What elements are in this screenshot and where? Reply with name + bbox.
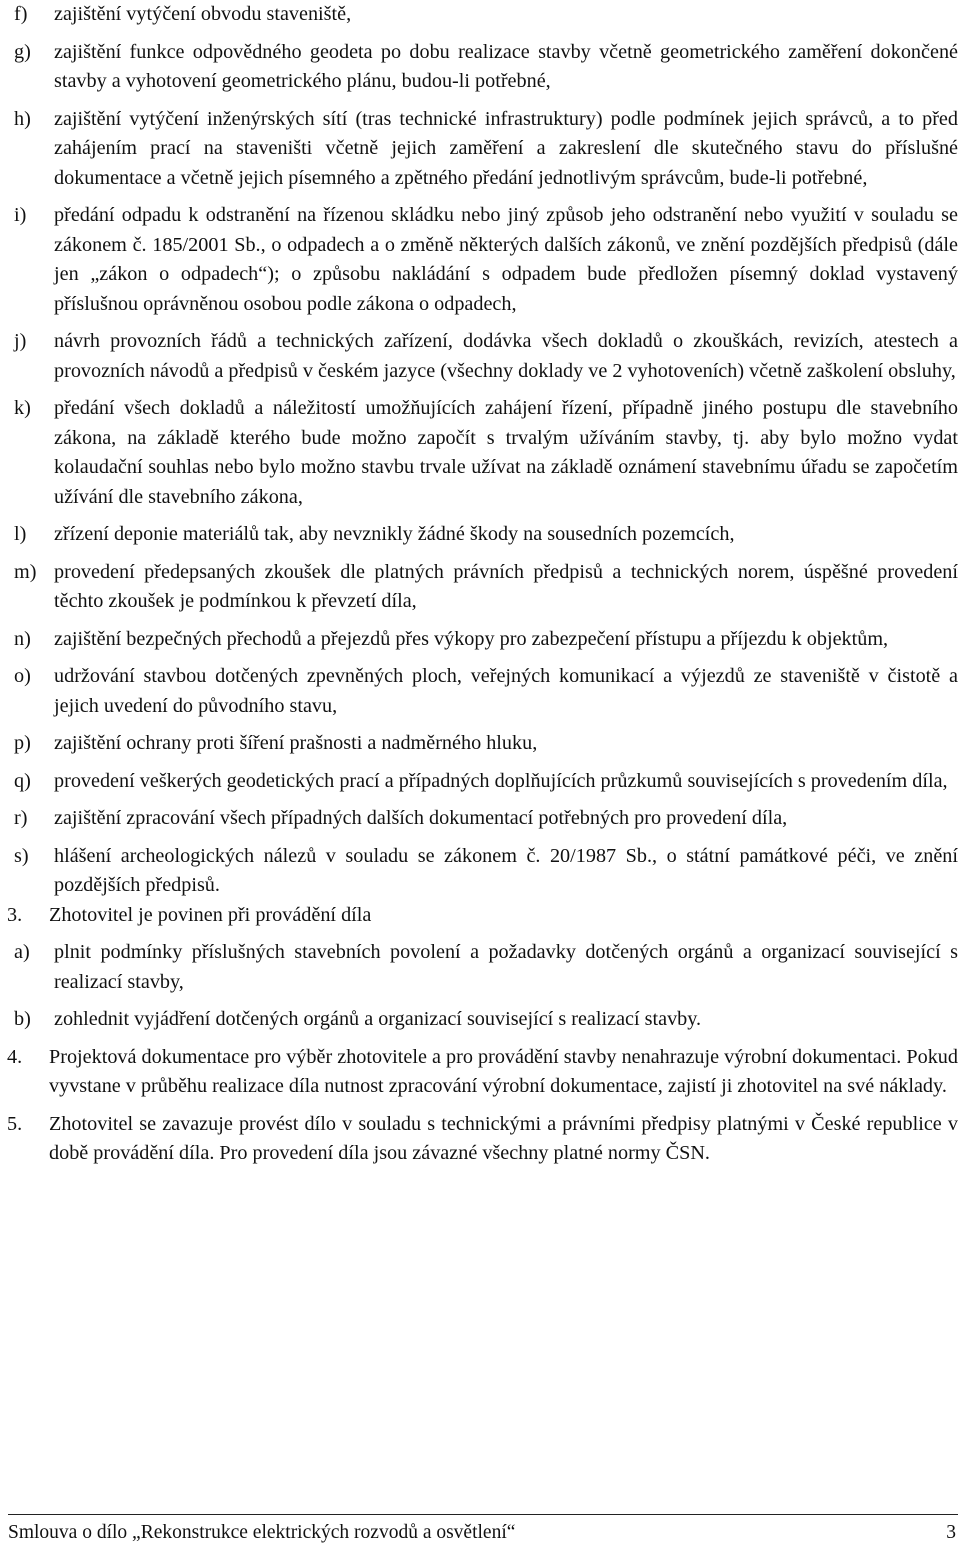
item-text: zajištění vytýčení inženýrských sítí (tras technické infrastruktury) podle podmínek jejich správců, a to před zahájením prací na staveništi včetně jejich zaměření a zakreslení dle skutečného stavu do příslušné dokumentace a včetně jejich písemného a zpětného předání jednotlivým správcům, bude-li potřebné, (54, 107, 958, 189)
item-text: zřízení deponie materiálů tak, aby nevznikly žádné škody na sousedních pozemcích, (54, 523, 735, 545)
item-text: zajištění ochrany proti šíření prašnosti a nadměrného hluku, (54, 732, 538, 754)
item-label: g) (14, 40, 31, 63)
item-text: předání odpadu k odstranění na řízenou skládku nebo jiný způsob jeho odstranění nebo využití v souladu se zákonem č. 185/2001 Sb., o odpadech a o změně některých dalších zákonů, ve znění pozdějších předpisů (dále jen „zákon o odpadech“); o způsobu nakládání s odpadem bude předložen písemný doklad vystavený příslušnou oprávněnou osobou podle zákona o odpadech, (54, 204, 958, 315)
list-item-h (0, 105, 958, 194)
list-item-m (0, 558, 958, 617)
list-item-o (0, 662, 958, 721)
footer-divider (8, 1514, 958, 1515)
item-text: provedení veškerých geodetických prací a případných doplňujících průzkumů souvisejících s provedením díla, (54, 769, 948, 792)
item-text: návrh provozních řádů a technických zařízení, dodávka všech dokladů o zkouškách, revizích, atestech a provozních návodů a předpisů v českém jazyce (všechny doklady ve 2 vyhotoveních) včetně zaškolení obsluhy, (54, 330, 958, 382)
item-label: m) (14, 560, 37, 583)
footer-title: Smlouva o dílo „Rekonstrukce elektrických rozvodů a osvětlení“ (8, 1522, 516, 1543)
section-5 (0, 1110, 958, 1169)
list-item-i (0, 201, 958, 319)
list-item-g (0, 38, 958, 97)
item-text: hlášení archeologických nálezů v souladu se zákonem č. 20/1987 Sb., o státní památkové péči, ve znění pozdějších předpisů. (54, 844, 958, 896)
item-label: n) (14, 627, 31, 650)
item-label: j) (14, 330, 27, 352)
item-label: k) (14, 397, 31, 419)
item-text: provedení předepsaných zkoušek dle platných právních předpisů a technických norem, úspěšné provedení těchto zkoušek je podmínkou k převzetí díla, (54, 560, 958, 612)
item-text: zajištění vytýčení obvodu staveniště, (54, 3, 352, 25)
section-number: 4. (7, 1045, 23, 1068)
item-label: a) (14, 941, 30, 963)
item-text: plnit podmínky příslušných stavebních povolení a požadavky dotčených orgánů a organizací související s realizací stavby, (54, 941, 958, 993)
item-label: o) (14, 665, 31, 687)
item-label: p) (14, 732, 31, 754)
list-item-r (0, 804, 958, 834)
list-item-p (0, 729, 958, 759)
section-text: Zhotovitel je povinen při provádění díla (49, 903, 372, 926)
item-text: zohlednit vyjádření dotčených orgánů a organizací související s realizací stavby. (54, 1008, 702, 1030)
list-item-n (0, 625, 958, 655)
item-text: zajištění bezpečných přechodů a přejezdů přes výkopy pro zabezpečení přístupu a příjezdu k objektům, (54, 627, 889, 650)
section-number: 3. (7, 903, 23, 926)
item-label: q) (14, 769, 31, 792)
list-item-l (0, 520, 958, 550)
item-text: udržování stavbou dotčených zpevněných ploch, veřejných komunikací a výjezdů ze staveniště v čistotě a jejich uvedení do původního stavu, (54, 665, 958, 717)
page-number: 3 (946, 1522, 956, 1543)
list-item-j (0, 327, 958, 386)
section-text: Zhotovitel se zavazuje provést dílo v souladu s technickými a právními předpisy platnými v České republice v době provádění díla. Pro provedení díla jsou závazné všechny platné normy ČSN. (49, 1112, 958, 1164)
item-label: f) (14, 3, 28, 25)
item-text: zajištění zpracování všech případných dalších dokumentací potřebných pro provedení díla, (54, 807, 788, 829)
item-text: předání všech dokladů a náležitostí umožňujících zahájení řízení, případně jiného postupu dle stavebního zákona, na základě kterého bude možno započít s trvalým užíváním stavby, tj. aby bylo možno vydat kolaudační souhlas nebo bylo možno stavbu trvale užívat na základě oznámení stavebnímu úřadu se započetím užívání dle stavebního zákona, (54, 397, 958, 508)
section-4 (0, 1043, 958, 1102)
section-text: Projektová dokumentace pro výběr zhotovitele a pro provádění stavby nenahrazuje výrobní dokumentaci. Pokud vyvstane v průběhu realizace díla nutnost zpracování výrobní dokumentace, zajistí ji zhotovitel na své náklady. (49, 1045, 958, 1097)
section-3 (0, 901, 958, 931)
section-number: 5. (7, 1112, 23, 1135)
list-item-s (0, 842, 958, 901)
list-item-f (0, 0, 958, 30)
list-item-q (0, 767, 958, 797)
item-text: zajištění funkce odpovědného geodeta po dobu realizace stavby včetně geometrického zaměření dokončené stavby a vyhotovení geometrického plánu, budou-li potřebné, (54, 40, 958, 92)
item-label: h) (14, 107, 31, 130)
item-label: r) (14, 807, 28, 829)
item-label: s) (14, 844, 29, 867)
page-footer (8, 1520, 956, 1546)
item-label: l) (14, 523, 27, 545)
section-3-item-a (0, 938, 958, 997)
list-item-k (0, 394, 958, 512)
item-label: b) (14, 1008, 31, 1030)
item-label: i) (14, 204, 27, 226)
section-3-item-b (0, 1005, 958, 1035)
